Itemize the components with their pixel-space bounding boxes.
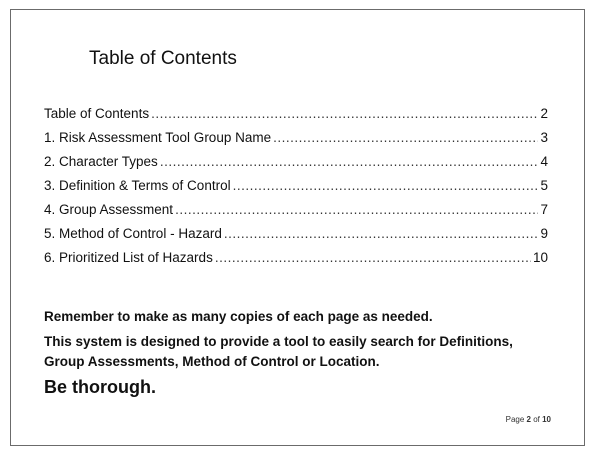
toc-entry[interactable] <box>44 130 548 154</box>
toc-entry[interactable] <box>44 106 548 130</box>
toc-entry[interactable] <box>44 202 548 226</box>
page-title: Table of Contents <box>89 48 237 69</box>
toc-entry-title: 1. Risk Assessment Tool Group Name <box>44 130 272 145</box>
toc-entry-page: 7 <box>540 202 548 217</box>
toc-dot-leader <box>160 154 539 169</box>
toc-dot-leader <box>215 250 531 265</box>
toc-dot-leader <box>151 106 538 121</box>
toc-entry-page: 9 <box>540 226 548 241</box>
total-page-number: 10 <box>542 415 551 424</box>
table-of-contents <box>44 106 548 274</box>
be-thorough-note: Be thorough. <box>44 377 156 397</box>
page-label: Page <box>505 415 527 424</box>
document-page <box>10 9 585 446</box>
toc-entry-title: 4. Group Assessment <box>44 202 174 217</box>
toc-entry-title: 3. Definition & Terms of Control <box>44 178 231 193</box>
system-note: This system is designed to provide a tool to easily search for Definitions, Group Assessments, Method of Control or Location. <box>44 334 513 369</box>
toc-entry-title: 6. Prioritized List of Hazards <box>44 250 213 265</box>
toc-entry[interactable] <box>44 178 548 202</box>
toc-dot-leader <box>233 178 539 193</box>
copies-note: Remember to make as many copies of each page as needed. <box>44 309 433 324</box>
toc-entry[interactable] <box>44 154 548 178</box>
toc-entry-page: 2 <box>540 106 548 121</box>
toc-entry-page: 3 <box>540 130 548 145</box>
page-number-footer <box>506 415 551 424</box>
toc-dot-leader <box>273 130 538 145</box>
page-of-label: of <box>530 415 543 424</box>
toc-entry-page: 4 <box>540 154 548 169</box>
toc-entry[interactable] <box>44 226 548 250</box>
toc-entry-title: 5. Method of Control - Hazard <box>44 226 222 241</box>
toc-entry[interactable] <box>44 250 548 274</box>
current-page-number: 2 <box>526 415 531 424</box>
toc-entry-page: 10 <box>532 250 548 265</box>
toc-entry-page: 5 <box>540 178 548 193</box>
toc-dot-leader <box>224 226 539 241</box>
toc-entry-title: Table of Contents <box>44 106 150 121</box>
toc-dot-leader <box>175 202 538 217</box>
toc-entry-title: 2. Character Types <box>44 154 158 169</box>
